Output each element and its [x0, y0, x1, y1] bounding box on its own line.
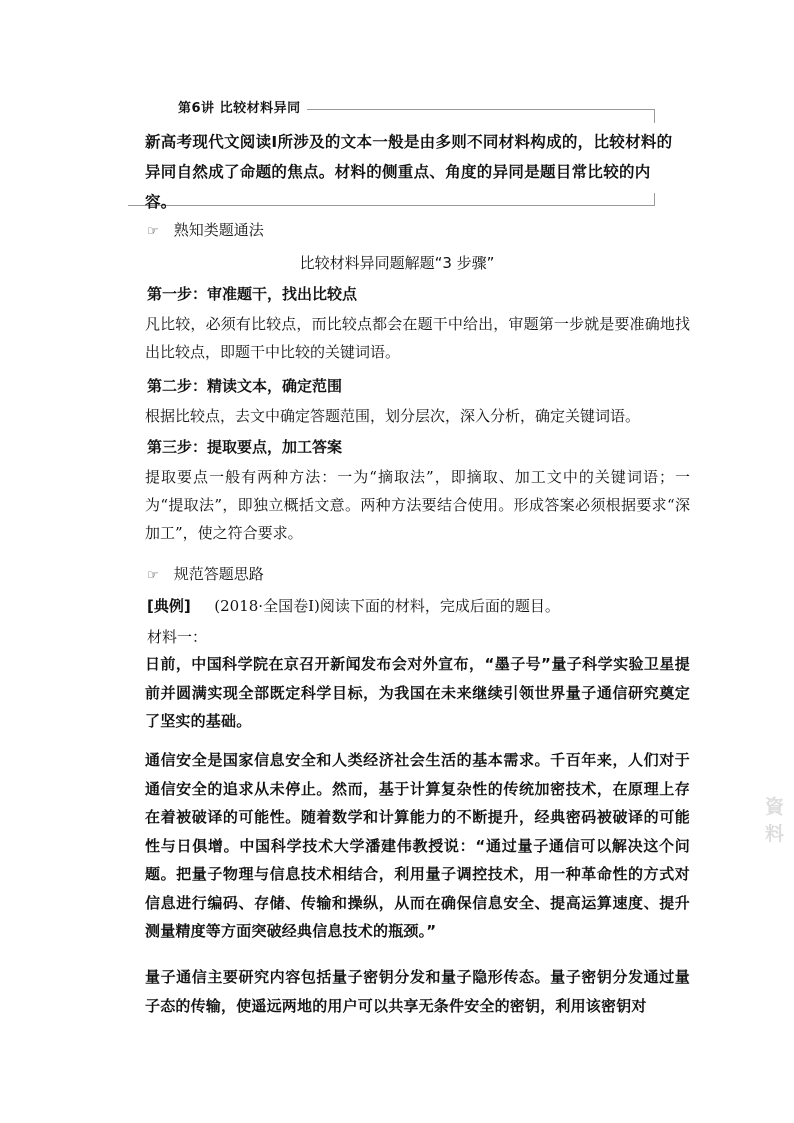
example-label: [典例]: [147, 597, 191, 615]
example-source-row: [147, 595, 560, 616]
example-source: (2018·全国卷Ⅰ)阅读下面的材料，完成后面的题目。: [214, 597, 560, 615]
step2-title: 第二步：精读文本，确定范围: [147, 377, 343, 395]
pointing-hand-icon: ☞: [147, 568, 159, 583]
method-title: 比较材料异同题解题“3 步骤”: [299, 254, 495, 272]
method-heading: 熟知类题通法: [173, 221, 264, 239]
watermark-logo: 資料: [765, 796, 785, 845]
step1-text: 凡比较，必须有比较点，而比较点都会在题干中给出，审题第一步就是要准确地找出比较点，即题干中比较的关键词语。: [145, 315, 690, 361]
box-border: [654, 109, 655, 123]
example-heading: 规范答题思路: [173, 565, 264, 583]
material-label: 材料一：: [147, 628, 208, 646]
step2-text: 根据比较点，去文中确定答题范围，划分层次，深入分析，确定关键词语。: [145, 407, 641, 425]
step3-text: 提取要点一般有两种方法：一为“摘取法”，即摘取、加工文中的关键词语；一为“提取法”，即独立概括文意。两种方法要结合使用。形成答案必须根据要求“深加工”，使之符合要求。: [145, 468, 690, 542]
pointing-hand-icon: ☞: [147, 224, 159, 239]
intro-box: [128, 101, 673, 211]
intro-text: 新高考现代文阅读Ⅰ所涉及的文本一般是由多则不同材料构成的，比较材料的异同自然成了命题的焦点。材料的侧重点、角度的异同是题目常比较的内容。: [145, 133, 673, 211]
example-heading-row: [147, 563, 264, 584]
material-paragraph-2: 通信安全是国家信息安全和人类经济社会生活的基本需求。千百年来，人们对于通信安全的追求从未停止。然而，基于计算复杂性的传统加密技术，在原理上存在着被破译的可能性。随着数学和计算能力的不断提升，经典密码被破译的可能性与日俱增。中国科学技术大学潘建伟教授说：“通过量子通信可以解决这个问题。把量子物理与信息技术相结合，利用量子调控技术，用一种革命性的方式对信息进行编码、存储、传输和操纵，从而在确保信息安全、提高运算速度、提升测量精度等方面突破经典信息技术的瓶颈。”: [145, 751, 690, 940]
step1-title: 第一步：审准题干，找出比较点: [147, 285, 358, 303]
material-paragraph-3: 量子通信主要研究内容包括量子密钥分发和量子隐形传态。量子密钥分发通过量子态的传输，使遥远两地的用户可以共享无条件安全的密钥，利用该密钥对: [145, 968, 690, 1015]
material-paragraph-1: 日前，中国科学院在京召开新闻发布会对外宣布，“墨子号”量子科学实验卫星提前并圆满实现全部既定科学目标，为我国在未来继续引领世界量子通信研究奠定了坚实的基础。: [145, 655, 690, 730]
step3-title: 第三步：提取要点，加工答案: [147, 438, 343, 456]
method-heading-row: [147, 219, 264, 240]
section-title: 第6讲 比较材料异同: [178, 97, 307, 116]
